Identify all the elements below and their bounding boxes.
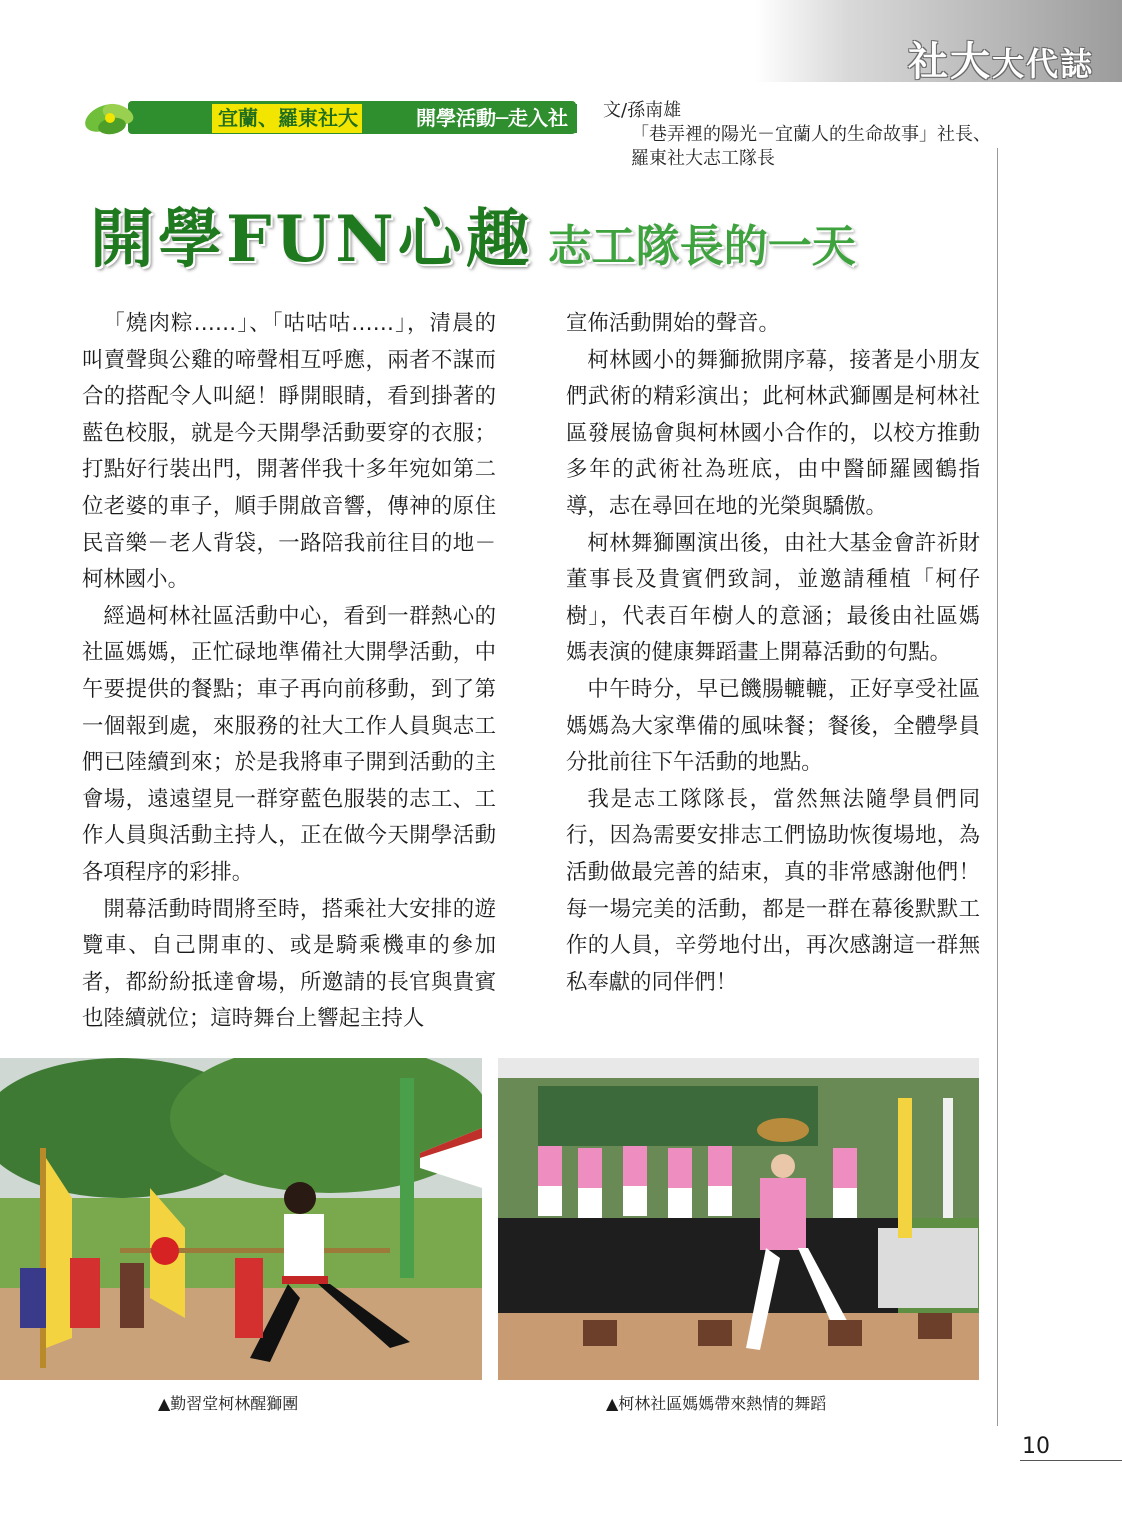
paragraph-continued: 宣佈活動開始的聲音。 <box>566 311 780 336</box>
article-column-left <box>82 306 496 1038</box>
magazine-title <box>908 30 1094 87</box>
paragraph: 柯林國小的舞獅掀開序幕，接著是小朋友們武術的精彩演出；此柯林武獅團是柯林社區發展協會與柯林國小合作的，以校方推動多年的武術社為班底，由中醫師羅國鶴指導，志在尋回在地的光榮與驕傲。 <box>566 347 980 519</box>
series-label-topic: 開學活動─走入社區 <box>410 104 577 133</box>
headline-main: 開學FUN心趣 <box>90 202 534 277</box>
headline-sub: 志工隊長的一天 <box>547 221 856 272</box>
photo-community-dance <box>498 1058 979 1380</box>
series-banner <box>82 96 577 159</box>
paragraph: 「燒肉粽……」、「咕咕咕……」，清晨的叫賣聲與公雞的啼聲相互呼應，兩者不謀而合的搭配令人叫絕！睜開眼睛，看到掛著的藍色校服，就是今天開學活動要穿的衣服；打點好行裝出門，開著伴我十多年宛如第二位老婆的車子，順手開啟音響，傳神的原住民音樂－老人背袋，一路陪我前往目的地－柯林國小。 <box>82 311 496 593</box>
byline-role-2: 羅東社大志工隊長 <box>631 148 775 169</box>
page-number-rule <box>1020 1460 1122 1461</box>
photo-lion-dance-image <box>0 1058 482 1380</box>
paragraph: 柯林舞獅團演出後，由社大基金會許祈財董事長及貴賓們致詞，並邀請種植「柯仔樹」，代表百年樹人的意涵；最後由社區媽媽表演的健康舞蹈畫上開幕活動的句點。 <box>566 530 980 666</box>
magazine-title-small: 大代誌 <box>991 45 1094 83</box>
page-number: 10 <box>1022 1434 1050 1459</box>
photo-community-dance-image <box>498 1058 979 1380</box>
paragraph: 我是志工隊隊長，當然無法隨學員們同行，因為需要安排志工們協助恢復場地，為活動做最完善的結束，真的非常感謝他們！每一場完美的活動，都是一群在幕後默默工作的人員，辛勞地付出，再次感謝這一群無私奉獻的同伴們！ <box>566 786 980 995</box>
article-headline <box>90 188 856 278</box>
magazine-title-big: 社大 <box>907 39 992 85</box>
photo-caption-right: ▲柯林社區媽媽帶來熱情的舞蹈 <box>606 1394 827 1413</box>
byline <box>603 99 991 171</box>
photo-caption-left: ▲勤習堂柯林醒獅團 <box>158 1394 299 1413</box>
leaf-icon <box>82 96 142 140</box>
byline-author: 文/孫南雄 <box>603 100 682 121</box>
paragraph: 開幕活動時間將至時，搭乘社大安排的遊覽車、自己開車的、或是騎乘機車的參加者，都紛紛抵達會場，所邀請的長官與貴賓也陸續就位；這時舞台上響起主持人 <box>82 896 496 1032</box>
magazine-header-tab <box>755 0 1122 85</box>
paragraph: 經過柯林社區活動中心，看到一群熱心的社區媽媽，正忙碌地準備社大開學活動，中午要提供的餐點；車子再向前移動，到了第一個報到處，來服務的社大工作人員與志工們已陸續到來；於是我將車子開到活動的主會場，遠遠望見一群穿藍色服裝的志工、工作人員與活動主持人，正在做今天開學活動各項程序的彩排。 <box>82 603 496 885</box>
column-divider <box>997 148 998 1426</box>
series-label-school: 宜蘭、羅東社大 <box>212 104 362 133</box>
paragraph: 中午時分，早已饑腸轆轆，正好享受社區媽媽為大家準備的風味餐；餐後，全體學員分批前往下午活動的地點。 <box>566 676 980 776</box>
article-column-right <box>566 306 980 1001</box>
byline-role-1: 「巷弄裡的陽光－宜蘭人的生命故事」社長、 <box>631 124 991 145</box>
photo-lion-dance <box>0 1058 482 1380</box>
